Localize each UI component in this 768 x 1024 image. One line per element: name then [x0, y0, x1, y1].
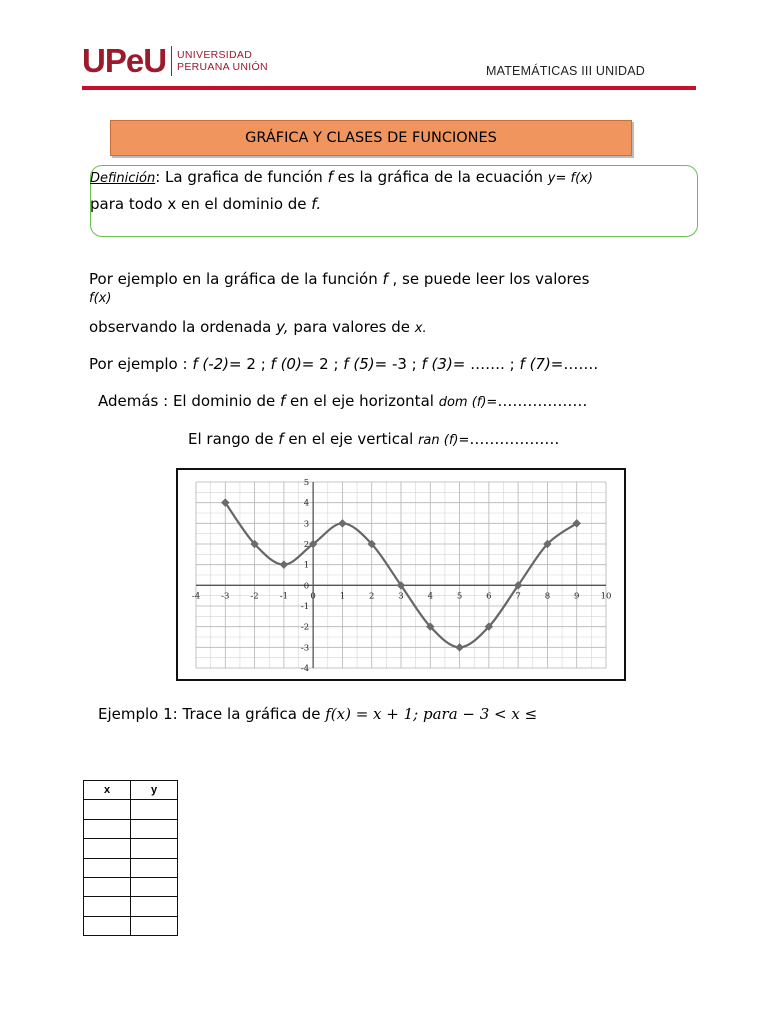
table-row [84, 858, 178, 877]
y-tick-label: -4 [300, 664, 310, 674]
example-expr-4: f (3)= [421, 355, 466, 373]
y-tick-label: 3 [303, 519, 310, 530]
section-title [110, 120, 632, 156]
x-tick-label: 9 [574, 591, 580, 602]
range-label: ran (f)= [418, 433, 470, 448]
table-cell[interactable] [84, 858, 131, 877]
range-line [188, 430, 559, 448]
table-cell[interactable] [84, 819, 131, 838]
function-graph-svg [178, 470, 624, 679]
y-tick-label: 5 [303, 478, 310, 488]
domain-label: dom (f)= [438, 395, 498, 410]
table-row [84, 800, 178, 819]
x-tick-label: 4 [427, 591, 433, 602]
example-value-2: 2 ; [314, 355, 344, 373]
course-header: MATEMÁTICAS III UNIDAD [486, 64, 646, 78]
range-text-b: en el eje vertical [283, 430, 419, 448]
paragraph-x: x. [414, 321, 427, 336]
y-tick-label: -3 [300, 643, 310, 654]
x-tick-label: 1 [339, 591, 346, 602]
x-tick-label: 10 [600, 591, 612, 602]
table-cell[interactable] [84, 877, 131, 896]
logo-divider [171, 46, 172, 76]
example-expr-3: f (5)= [343, 355, 388, 373]
xy-table-header-x: x [84, 781, 131, 800]
table-row [84, 819, 178, 838]
example-value-4: ……. ; [465, 355, 520, 373]
x-tick-label: 0 [310, 591, 316, 602]
x-tick-label: -3 [221, 591, 230, 602]
paragraph-y: y, [276, 318, 289, 336]
xy-table [83, 780, 178, 936]
table-cell[interactable] [84, 800, 131, 819]
x-tick-label: 6 [486, 591, 492, 602]
definition-f: f [327, 168, 333, 186]
example-1-line [98, 705, 537, 723]
range-text-a: El rango de [188, 430, 279, 448]
table-row [84, 877, 178, 896]
example-expr-1: f (-2)= [192, 355, 242, 373]
definition-line-2 [90, 195, 321, 213]
domain-f: f [280, 392, 286, 410]
table-cell[interactable] [131, 839, 178, 858]
domain-blank: ……………… [497, 392, 588, 410]
table-cell[interactable] [131, 916, 178, 935]
paragraph-text-d: para valores de [288, 318, 415, 336]
logo-line-2: PERUANA UNIÓN [177, 61, 268, 73]
x-tick-label: 7 [515, 591, 521, 602]
paragraph-f: f [382, 270, 388, 288]
paragraph-text-a: Por ejemplo en la gráfica de la función [89, 270, 383, 288]
example-expr-2: f (0)= [270, 355, 315, 373]
header-rule [82, 86, 696, 90]
table-cell[interactable] [131, 877, 178, 896]
examples-line [89, 355, 598, 373]
domain-text-a: Además : El dominio de [98, 392, 280, 410]
y-tick-label: -1 [300, 602, 310, 612]
domain-text-b: en el eje horizontal [285, 392, 439, 410]
data-point [338, 519, 346, 527]
example-value-1: 2 ; [241, 355, 271, 373]
range-blank: ……………… [469, 430, 560, 448]
logo-line-1: UNIVERSIDAD [177, 49, 253, 61]
table-row [84, 839, 178, 858]
paragraph-text-b: , se puede leer los valores [387, 270, 590, 288]
table-cell[interactable] [131, 819, 178, 838]
table-cell[interactable] [131, 800, 178, 819]
table-cell[interactable] [84, 839, 131, 858]
definition-equation: y= f(x) [547, 171, 593, 186]
x-tick-label: 2 [369, 591, 375, 602]
paragraph-line-2: f(x) [89, 291, 112, 306]
xy-table-header-y: y [131, 781, 178, 800]
table-cell[interactable] [131, 897, 178, 916]
y-tick-label: -2 [300, 622, 310, 633]
table-cell[interactable] [84, 916, 131, 935]
table-row [84, 916, 178, 935]
y-tick-label: 4 [303, 498, 310, 509]
x-tick-label: 3 [398, 591, 404, 602]
table-cell[interactable] [131, 858, 178, 877]
y-tick-label: 1 [303, 560, 310, 571]
logo-mark: UPeU [82, 42, 167, 79]
logo-text [177, 49, 268, 73]
definition-term: Definición [90, 171, 156, 186]
y-tick-label: 2 [303, 540, 310, 550]
paragraph-line-1 [89, 270, 589, 288]
paragraph-line-3 [89, 318, 427, 336]
data-point [280, 560, 288, 568]
definition-text-c: para todo x en el dominio de [90, 195, 312, 213]
x-tick-label: 5 [456, 591, 463, 602]
examples-prefix: Por ejemplo : [89, 355, 193, 373]
y-tick-label: 0 [303, 581, 310, 592]
domain-line [98, 392, 587, 410]
x-tick-label: -1 [279, 591, 288, 602]
paragraph-text-c: observando la ordenada [89, 318, 277, 336]
definition-text-b: es la gráfica de la ecuación [332, 168, 548, 186]
definition-line-1 [90, 168, 593, 186]
function-graph [176, 468, 626, 681]
example-expr-5: f (7)= [519, 355, 564, 373]
x-tick-label: -4 [191, 591, 201, 602]
section-title-text: GRÁFICA Y CLASES DE FUNCIONES [245, 130, 497, 146]
range-f: f [278, 430, 284, 448]
x-tick-label: -2 [250, 591, 259, 602]
university-logo [82, 44, 268, 78]
x-tick-label: 8 [544, 591, 551, 602]
table-row [84, 897, 178, 916]
example-1-formula: f(x) = x + 1; para − 3 < x ≤ [325, 705, 538, 723]
xy-table-header-row [84, 781, 178, 800]
definition-f-2: f. [311, 195, 322, 213]
example-value-3: -3 ; [387, 355, 422, 373]
table-cell[interactable] [84, 897, 131, 916]
definition-text-a: : La grafica de función [155, 168, 328, 186]
data-point [455, 643, 463, 651]
example-value-5: ……. [563, 355, 599, 373]
example-1-label: Ejemplo 1: Trace la gráfica de [98, 705, 326, 723]
